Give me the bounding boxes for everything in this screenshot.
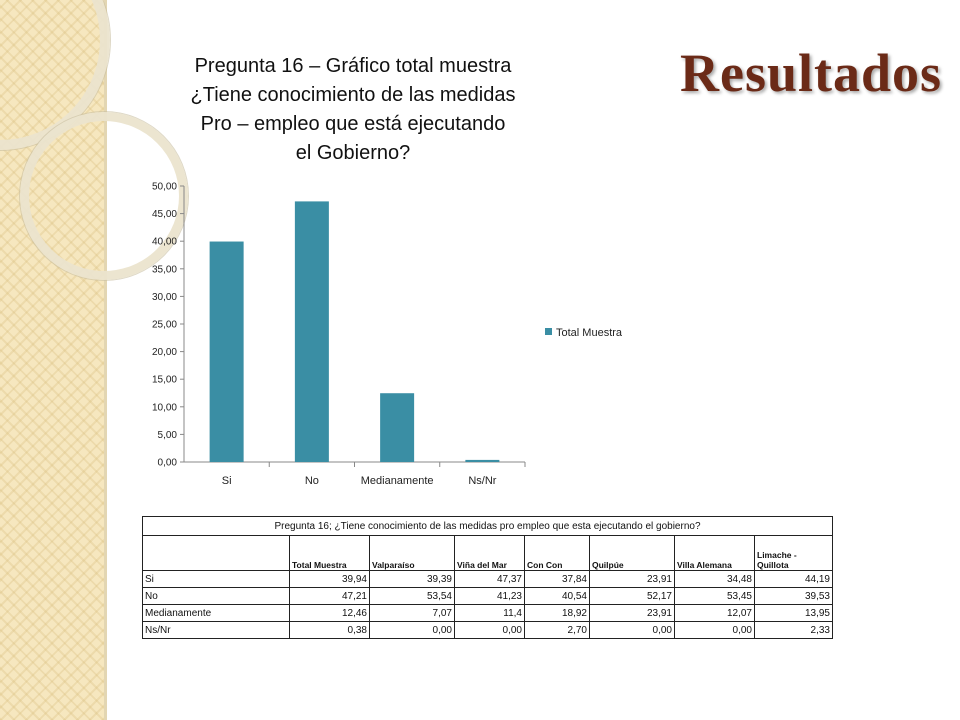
- y-tick-label: 25,00: [151, 319, 177, 331]
- table-cell: 39,39: [370, 571, 455, 588]
- table-row: [143, 622, 833, 639]
- y-tick-label: 20,00: [151, 347, 177, 359]
- y-tick-label: 35,00: [151, 264, 177, 276]
- y-tick-label: 40,00: [151, 236, 177, 248]
- table-cell: 23,91: [590, 605, 675, 622]
- table-column-header: Valparaíso: [370, 536, 455, 571]
- table-column-header: [143, 536, 290, 571]
- table-header-row: [143, 536, 833, 571]
- table-column-header: Quilpúe: [590, 536, 675, 571]
- y-tick-label: 45,00: [151, 209, 177, 221]
- y-tick-label: 15,00: [151, 374, 177, 386]
- results-table: [142, 516, 833, 639]
- table-cell: 0,00: [455, 622, 525, 639]
- table-cell: 0,38: [290, 622, 370, 639]
- chart-heading-line: el Gobierno?: [295, 142, 411, 164]
- table-cell: 41,23: [455, 588, 525, 605]
- bar-si: [210, 242, 244, 462]
- table-column-header: Total Muestra: [290, 536, 370, 571]
- bar-chart: [140, 176, 660, 491]
- table-cell: 13,95: [755, 605, 833, 622]
- table-row: [143, 571, 833, 588]
- table-column-header: Limache - Quillota: [755, 536, 833, 571]
- chart-heading-line: ¿Tiene conocimiento de las medidas: [190, 84, 516, 106]
- chart-heading-line: Pro – empleo que está ejecutando: [200, 113, 506, 135]
- bar-medianamente: [380, 393, 414, 462]
- bar-ns-nr: [465, 460, 499, 462]
- table-row-label: No: [143, 588, 290, 605]
- table-caption: Pregunta 16; ¿Tiene conocimiento de las medidas pro empleo que esta ejecutando el gobierno?: [143, 517, 833, 536]
- table-column-header: Con Con: [525, 536, 590, 571]
- table-cell: 7,07: [370, 605, 455, 622]
- y-tick-label: 30,00: [151, 291, 177, 303]
- x-tick-label: No: [304, 475, 319, 487]
- side-strip-edge: [104, 0, 107, 720]
- legend-swatch: [545, 328, 552, 335]
- table-cell: 52,17: [590, 588, 675, 605]
- y-tick-label: 50,00: [151, 181, 177, 193]
- table-cell: 53,54: [370, 588, 455, 605]
- table-cell: 44,19: [755, 571, 833, 588]
- table-row-label: Si: [143, 571, 290, 588]
- table-cell: 0,00: [590, 622, 675, 639]
- chart-heading-line: Pregunta 16 – Gráfico total muestra: [194, 55, 512, 77]
- table-cell: 40,54: [525, 588, 590, 605]
- table-cell: 12,46: [290, 605, 370, 622]
- y-tick-label: 10,00: [151, 402, 177, 414]
- table-caption-row: [143, 517, 833, 536]
- table-column-header: Viña del Mar: [455, 536, 525, 571]
- table-cell: 53,45: [675, 588, 755, 605]
- table-row: [143, 588, 833, 605]
- table-cell: 34,48: [675, 571, 755, 588]
- table-cell: 0,00: [675, 622, 755, 639]
- table-row-label: Ns/Nr: [143, 622, 290, 639]
- results-table-container: [142, 516, 833, 639]
- table-cell: 2,70: [525, 622, 590, 639]
- table-cell: 18,92: [525, 605, 590, 622]
- table-cell: 0,00: [370, 622, 455, 639]
- x-tick-label: Medianamente: [360, 475, 434, 487]
- table-cell: 39,94: [290, 571, 370, 588]
- table-cell: 47,37: [455, 571, 525, 588]
- table-cell: 37,84: [525, 571, 590, 588]
- chart-heading: [168, 52, 538, 168]
- table-cell: 23,91: [590, 571, 675, 588]
- table-column-header: Villa Alemana: [675, 536, 755, 571]
- table-cell: 39,53: [755, 588, 833, 605]
- y-tick-label: 5,00: [157, 429, 177, 441]
- legend-label: Total Muestra: [556, 327, 623, 339]
- x-tick-label: Ns/Nr: [468, 475, 497, 487]
- x-tick-label: Si: [221, 475, 232, 487]
- table-row-label: Medianamente: [143, 605, 290, 622]
- table-cell: 2,33: [755, 622, 833, 639]
- table-cell: 11,4: [455, 605, 525, 622]
- table-cell: 12,07: [675, 605, 755, 622]
- bar-no: [295, 201, 329, 462]
- y-tick-label: 0,00: [157, 457, 177, 469]
- table-cell: 47,21: [290, 588, 370, 605]
- slide-title: Resultados: [680, 43, 943, 103]
- table-row: [143, 605, 833, 622]
